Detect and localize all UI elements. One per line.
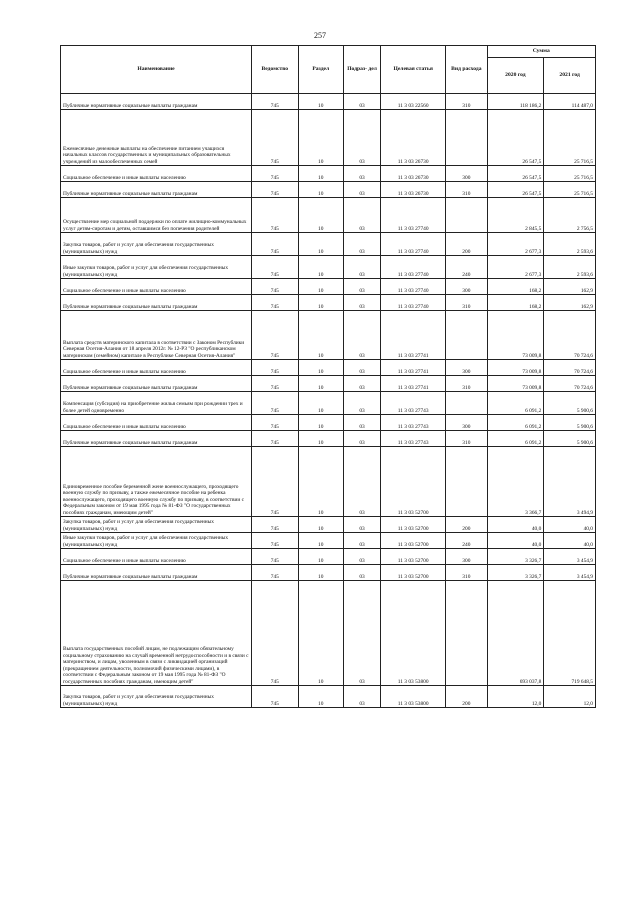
row-vid: 300 [446,415,487,431]
row-vid: 310 [446,182,487,198]
row-podrazdel: 03 [343,110,380,166]
row-sum-2021: 3 454,9 [544,549,596,565]
row-razdel: 10 [298,581,343,686]
row-celevaya: 11 3 03 52700 [381,549,446,565]
row-name: Социальное обеспечение и иные выплаты населению [61,549,252,565]
row-podrazdel: 03 [343,533,380,549]
row-vid [446,311,487,360]
row-celevaya: 11 3 03 22560 [381,94,446,110]
row-razdel: 10 [298,233,343,256]
row-name: Компенсация (субсидия) на приобретение жилья семьям при рождении трех и более детей одновременно [61,392,252,415]
row-name: Публичные нормативные социальные выплаты гражданам [61,295,252,311]
row-name: Выплата средств материнского капитала в соответствии с Законом Республики Северная Осетия-Алания от 18 апреля 2012г. № 12-РЗ "О республиканском материнском (семейном) капитале в Республике Северная Осетия-Алания" [61,311,252,360]
row-vid: 300 [446,360,487,376]
row-celevaya: 11 3 03 53800 [381,686,446,708]
row-razdel: 10 [298,110,343,166]
row-sum-2021: 2 756,5 [544,198,596,233]
row-sum-2020: 168,2 [487,295,544,311]
row-sum-2020: 73 009,8 [487,311,544,360]
row-razdel: 10 [298,94,343,110]
row-celevaya: 11 3 03 27743 [381,431,446,447]
row-vid: 310 [446,94,487,110]
row-vid [446,581,487,686]
row-name: Социальное обеспечение и иные выплаты населению [61,415,252,431]
row-podrazdel: 03 [343,311,380,360]
row-sum-2020: 40,0 [487,533,544,549]
row-celevaya: 11 3 03 26730 [381,110,446,166]
row-podrazdel: 03 [343,198,380,233]
row-vid: 310 [446,431,487,447]
row-podrazdel: 03 [343,581,380,686]
row-name: Публичные нормативные социальные выплаты гражданам [61,431,252,447]
table-row [61,198,596,233]
row-celevaya: 11 3 03 52700 [381,533,446,549]
row-vedomstvo: 745 [252,256,298,279]
row-razdel: 10 [298,256,343,279]
row-name: Закупка товаров, работ и услуг для обеспечения государственных (муниципальных) нужд [61,517,252,533]
row-vid: 200 [446,686,487,708]
row-name: Закупка товаров, работ и услуг для обеспечения государственных (муниципальных) нужд [61,233,252,256]
row-sum-2020: 2 677,3 [487,256,544,279]
row-razdel: 10 [298,376,343,392]
row-razdel: 10 [298,182,343,198]
row-name: Выплата государственных пособий лицам, не подлежащим обязательному социальному страхованию на случай временной нетрудоспособности и в связи с материнством, и лицам, уволенным в связи с ликвидацией организаций (прекращением деятельности, полномочий физическими лицами), в соответствии с Федеральным законом от 19 мая 1995 года № 81-ФЗ "О государственных пособиях гражданам, имеющим детей" [61,581,252,686]
row-vedomstvo: 745 [252,279,298,295]
table-row [61,431,596,447]
row-sum-2021: 5 900,6 [544,415,596,431]
row-celevaya: 11 3 03 27743 [381,415,446,431]
header-vid: Вид расхода [446,46,487,94]
row-celevaya: 11 3 03 27740 [381,279,446,295]
table-row [61,279,596,295]
row-vid [446,198,487,233]
row-celevaya: 11 3 03 52700 [381,517,446,533]
row-sum-2021: 12,0 [544,686,596,708]
row-sum-2020: 2 845,5 [487,198,544,233]
header-vedomstvo: Ведомство [252,46,298,94]
row-celevaya: 11 3 03 27741 [381,376,446,392]
row-razdel: 10 [298,311,343,360]
row-vedomstvo: 745 [252,311,298,360]
row-podrazdel: 03 [343,360,380,376]
header-name: Наименование [61,46,252,94]
header-razdel: Раздел [298,46,343,94]
table-row [61,94,596,110]
row-name: Социальное обеспечение и иные выплаты населению [61,360,252,376]
row-name: Социальное обеспечение и иные выплаты населению [61,166,252,182]
row-sum-2020: 3 326,7 [487,565,544,581]
row-vedomstvo: 745 [252,581,298,686]
row-vedomstvo: 745 [252,392,298,415]
row-celevaya: 11 3 03 27741 [381,311,446,360]
table-row [61,311,596,360]
row-name: Закупка товаров, работ и услуг для обеспечения государственных (муниципальных) нужд [61,686,252,708]
row-sum-2020: 26 547,5 [487,166,544,182]
row-vid: 300 [446,166,487,182]
row-sum-2020: 3 366,7 [487,447,544,517]
row-vid: 310 [446,565,487,581]
header-celevaya: Целевая статья [381,46,446,94]
row-sum-2021: 70 724,6 [544,360,596,376]
row-vedomstvo: 745 [252,182,298,198]
row-podrazdel: 03 [343,94,380,110]
row-vid: 300 [446,279,487,295]
row-sum-2020: 26 547,5 [487,182,544,198]
table-row [61,295,596,311]
row-razdel: 10 [298,295,343,311]
row-vid: 310 [446,295,487,311]
row-vedomstvo: 745 [252,533,298,549]
row-razdel: 10 [298,549,343,565]
row-sum-2021: 25 716,5 [544,182,596,198]
row-celevaya: 11 3 03 26730 [381,166,446,182]
row-sum-2020: 6 091,2 [487,415,544,431]
row-celevaya: 11 3 03 27743 [381,392,446,415]
row-name: Осуществление мер социальной поддержки по оплате жилищно-коммунальных услуг детям-сиротам и детям, оставшимся без попечения родителей [61,198,252,233]
row-vid [446,447,487,517]
row-sum-2021: 162,9 [544,295,596,311]
row-vid: 200 [446,517,487,533]
table-row [61,415,596,431]
row-podrazdel: 03 [343,166,380,182]
row-sum-2021: 719 648,5 [544,581,596,686]
table-row [61,447,596,517]
row-sum-2021: 70 724,6 [544,311,596,360]
row-podrazdel: 03 [343,182,380,198]
row-vedomstvo: 745 [252,549,298,565]
row-vedomstvo: 745 [252,166,298,182]
row-podrazdel: 03 [343,431,380,447]
row-razdel: 10 [298,533,343,549]
page-number: 257 [314,31,326,40]
row-sum-2021: 114 487,0 [544,94,596,110]
row-sum-2020: 693 037,8 [487,581,544,686]
table-row [61,376,596,392]
table-row [61,360,596,376]
table-row [61,233,596,256]
table-row [61,533,596,549]
header-podrazdel: Подраз- дел [343,46,380,94]
row-razdel: 10 [298,447,343,517]
row-podrazdel: 03 [343,376,380,392]
table-row [61,256,596,279]
row-name: Публичные нормативные социальные выплаты гражданам [61,376,252,392]
row-sum-2021: 3 494,9 [544,447,596,517]
row-razdel: 10 [298,686,343,708]
table-header [61,46,596,94]
table-row [61,565,596,581]
row-sum-2020: 26 547,5 [487,110,544,166]
row-podrazdel: 03 [343,279,380,295]
row-vid: 200 [446,233,487,256]
header-year-2021: 2021 год [544,58,596,94]
row-name: Единовременное пособие беременной жене военнослужащего, проходящего военную службу по призыву, а также ежемесячное пособие на ребенка военнослужащего, проходящего военную службу по призыву, в соответствии с Федеральным законом от 19 мая 1995 года № 81-ФЗ "О государственных пособиях гражданам, имеющим детей" [61,447,252,517]
table-body [61,94,596,708]
table-row [61,549,596,565]
table-row [61,517,596,533]
row-sum-2021: 40,0 [544,517,596,533]
row-sum-2020: 118 186,2 [487,94,544,110]
row-razdel: 10 [298,392,343,415]
row-vid: 300 [446,549,487,565]
row-vid [446,110,487,166]
table-row [61,392,596,415]
row-name: Социальное обеспечение и иные выплаты населению [61,279,252,295]
table-row [61,182,596,198]
row-sum-2020: 3 326,7 [487,549,544,565]
row-razdel: 10 [298,360,343,376]
row-vedomstvo: 745 [252,233,298,256]
row-podrazdel: 03 [343,415,380,431]
row-vedomstvo: 745 [252,94,298,110]
row-podrazdel: 03 [343,549,380,565]
row-vid: 240 [446,256,487,279]
row-sum-2020: 2 677,3 [487,233,544,256]
row-celevaya: 11 3 03 27740 [381,233,446,256]
row-celevaya: 11 3 03 27740 [381,198,446,233]
row-podrazdel: 03 [343,447,380,517]
row-sum-2021: 2 593,6 [544,256,596,279]
row-razdel: 10 [298,565,343,581]
row-celevaya: 11 3 03 27740 [381,295,446,311]
row-vedomstvo: 745 [252,376,298,392]
row-name: Ежемесячные денежные выплаты на обеспечение питанием учащихся начальных классов государственных и муниципальных образовательных учреждений из малообеспеченных семей [61,110,252,166]
row-celevaya: 11 3 03 53800 [381,581,446,686]
row-celevaya: 11 3 03 52700 [381,565,446,581]
row-sum-2021: 25 716,5 [544,110,596,166]
row-sum-2020: 73 009,8 [487,360,544,376]
header-summa: Сумма [487,46,596,58]
row-sum-2020: 168,2 [487,279,544,295]
row-sum-2020: 12,0 [487,686,544,708]
row-sum-2021: 5 900,6 [544,392,596,415]
row-sum-2021: 2 593,6 [544,233,596,256]
row-sum-2021: 70 724,6 [544,376,596,392]
row-podrazdel: 03 [343,295,380,311]
row-name: Публичные нормативные социальные выплаты гражданам [61,94,252,110]
row-name: Иные закупки товаров, работ и услуг для обеспечения государственных (муниципальных) нужд [61,533,252,549]
row-podrazdel: 03 [343,686,380,708]
row-celevaya: 11 3 03 26730 [381,182,446,198]
row-podrazdel: 03 [343,233,380,256]
row-vedomstvo: 745 [252,360,298,376]
row-razdel: 10 [298,166,343,182]
row-vedomstvo: 745 [252,686,298,708]
row-vedomstvo: 745 [252,198,298,233]
table-row [61,110,596,166]
row-vedomstvo: 745 [252,295,298,311]
row-podrazdel: 03 [343,565,380,581]
row-celevaya: 11 3 03 27740 [381,256,446,279]
row-razdel: 10 [298,415,343,431]
row-sum-2020: 6 091,2 [487,431,544,447]
row-sum-2021: 40,0 [544,533,596,549]
table-row [61,581,596,686]
table-row [61,686,596,708]
row-name: Иные закупки товаров, работ и услуг для обеспечения государственных (муниципальных) нужд [61,256,252,279]
row-vedomstvo: 745 [252,447,298,517]
row-vedomstvo: 745 [252,431,298,447]
row-vid [446,392,487,415]
row-vedomstvo: 745 [252,415,298,431]
header-year-2020: 2020 год [487,58,544,94]
row-vedomstvo: 745 [252,110,298,166]
row-vid: 240 [446,533,487,549]
row-podrazdel: 03 [343,517,380,533]
row-vid: 310 [446,376,487,392]
row-razdel: 10 [298,279,343,295]
row-sum-2020: 40,0 [487,517,544,533]
row-sum-2021: 5 900,6 [544,431,596,447]
row-sum-2020: 73 009,8 [487,376,544,392]
row-sum-2021: 25 716,5 [544,166,596,182]
row-podrazdel: 03 [343,392,380,415]
table-row [61,166,596,182]
row-sum-2021: 162,9 [544,279,596,295]
row-sum-2021: 3 454,9 [544,565,596,581]
row-podrazdel: 03 [343,256,380,279]
row-name: Публичные нормативные социальные выплаты гражданам [61,565,252,581]
row-vedomstvo: 745 [252,517,298,533]
row-celevaya: 11 3 03 27741 [381,360,446,376]
row-razdel: 10 [298,431,343,447]
row-sum-2020: 6 091,2 [487,392,544,415]
row-vedomstvo: 745 [252,565,298,581]
row-razdel: 10 [298,198,343,233]
row-razdel: 10 [298,517,343,533]
row-celevaya: 11 3 03 52700 [381,447,446,517]
row-name: Публичные нормативные социальные выплаты гражданам [61,182,252,198]
budget-table [60,45,596,708]
